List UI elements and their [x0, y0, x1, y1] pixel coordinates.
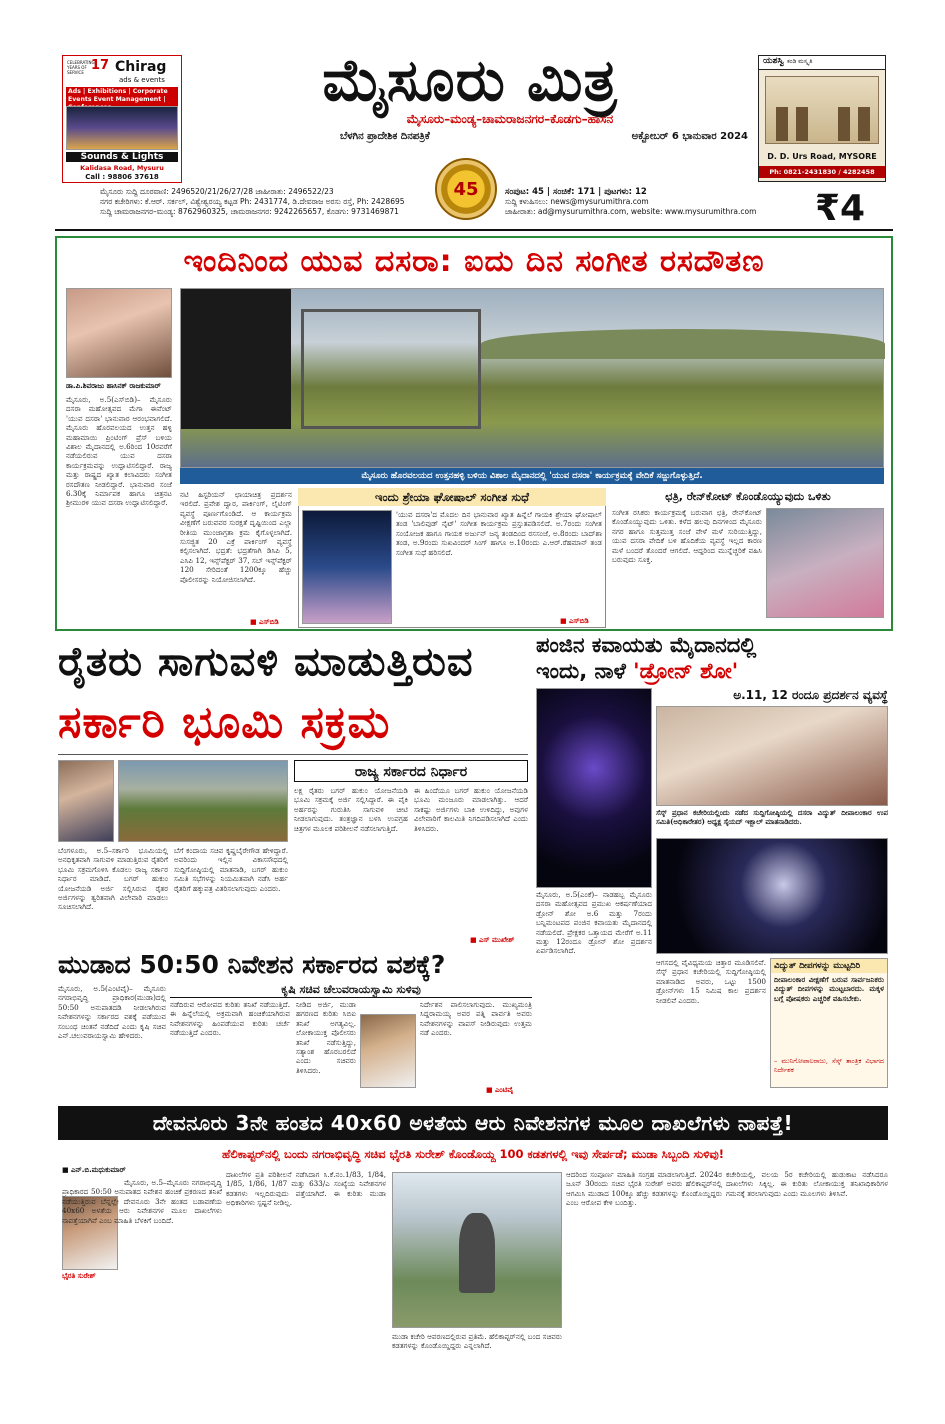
ad-brand: Chirag — [115, 59, 167, 75]
lead-text-mid: ನಟಿ ಹಿಸ್ಟರಿಯನ್ ಛಾಯಾಚಿತ್ರ ಪ್ರದರ್ಶನ ಇರಲಿದೆ. ಪ್ರವೇಶ ದ್ವಾರ, ಪಾರ್ಕಿಂಗ್, ಲೈಟಿಂಗ್ ವ್ಯವಸ್ಥೆ ಪೂರ್ಣಗೊಂಡಿದೆ. ಆ ಕಾರ್ಯಕ್ರಮ ವೀಕ್ಷಣೆಗೆ ಬರುವವರ ಸುರಕ್ಷತೆ ದೃಷ್ಟಿಯಿಂದ ಎಲ್ಲಾ ರೀತಿಯ ಮುಂಜಾಗ್ರತಾ ಕ್ರಮ ಕೈಗೊಳ್ಳಲಾಗಿದೆ. ಸುಸಜ್ಜಿತ 20 ಎಕ್ರೆ ಪಾರ್ಕಿಂಗ್ ವ್ಯವಸ್ಥೆ ಕಲ್ಪಿಸಲಾಗಿದೆ. ಭದ್ರತೆ: ಭದ್ರತೆಗಾಗಿ ಡಿಸಿಪಿ 5, ಎಸಿಪಿ 12, ಇನ್ಸ್‌ಪೆಕ್ಟರ್ 37, ಸಬ್ ಇನ್ಸ್‌ಪೆಕ್ಟರ್ 120 ಸೇರಿದಂತೆ 1200ಕ್ಕೂ ಹೆಚ್ಚು ಪೊಲೀಸರನ್ನು ನಿಯೋಜಿಸಲಾಗಿದೆ. — [180, 490, 292, 584]
ad-address: Kalidasa Road, Mysuru — [80, 164, 164, 172]
muda-text-1: ಮೈಸೂರು, ಅ.5(ಎಂಟಿವೈ)– ಮೈಸೂರು ನಗರಾಭಿವೃದ್ಧಿ ಪ್ರಾಧಿಕಾರ(ಮುಡಾ)ದಲ್ಲಿ 50:50 ಅನುಪಾತದಡಿ ನೀಡಲಾಗಿರುವ ನಿವೇಶನಗಳನ್ನು ಸರ್ಕಾರದ ವಶಕ್ಕೆ ಪಡೆಯುವ ಸಂಬಂಧ ಚಿಂತನೆ ನಡೆದಿದೆ ಎಂದು ಕೃಷಿ ಸಚಿವ ಎನ್.ಚಲುವರಾಯಸ್ವಾಮಿ ಹೇಳಿದರು. — [58, 984, 166, 1041]
devanur-author: ■ ಎನ್.ಬಿ.ಮಧುಕುಮಾರ್ — [62, 1166, 126, 1174]
muda-byline: ■ ಎಂಟಿವೈ — [486, 1086, 514, 1094]
building-pillar — [838, 107, 850, 141]
farmers-text-3: ಲಕ್ಷ ರೈತರು ಬಗರ್ ಹುಕುಂ ಯೋಜನೆಯಡಿ ಭೂಮಿ ಸಕ್ರಮಕ್ಕೆ ಅರ್ಜಿ ಸಲ್ಲಿಸಿದ್ದಾರೆ. ಈ ಪೈಕಿ ಅರ್ಹರನ್ನು ಗುರುತಿಸಿ ಸಾಗುವಳಿ ಚೀಟಿ ನೀಡಲಾಗುವುದು. ತಂತ್ರಜ್ಞಾನ ಬಳಸಿ ಉಪಗ್ರಹ ಚಿತ್ರಗಳ ಮೂಲಕ ಪರಿಶೀಲನೆ ನಡೆಸಲಾಗುತ್ತಿದೆ. — [294, 786, 408, 833]
led-screen — [181, 289, 291, 429]
ad-brand-sub: ads & events — [119, 76, 165, 84]
farmers-text-4: ಈ ಹಿಂದೆಯೂ ಬಗರ್ ಹುಕುಂ ಯೋಜನೆಯಡಿ ಭೂಮಿ ಮಂಜೂರು ಮಾಡಲಾಗಿತ್ತು. ಆದರೆ ಸಾಕಷ್ಟು ಅರ್ಜಿಗಳು ಬಾಕಿ ಉಳಿದಿದ್ದು, ಅವುಗಳ ವಿಲೇವಾರಿಗೆ ಕಾಲಮಿತಿ ನಿಗದಿಪಡಿಸಲಾಗಿದೆ ಎಂದು ತಿಳಿಸಿದರು. — [414, 786, 528, 833]
farmer-ox-photo — [118, 760, 288, 842]
devanur-banner[interactable]: ದೇವನೂರು 3ನೇ ಹಂತದ 40x60 ಅಳತೆಯ ಆರು ನಿವೇಶನಗಳ ಮೂಲ ದಾಖಲೆಗಳು ನಾಪತ್ತೆ! — [58, 1106, 888, 1140]
hills — [481, 329, 885, 359]
shreya-ghoshal-photo — [302, 510, 392, 624]
drone-text-1: ಮೈಸೂರು, ಅ.5(ಎಂಕೆ)– ನಾಡಹಬ್ಬ ಮೈಸೂರು ದಸರಾ ಮಹೋತ್ಸವದ ಪ್ರಮುಖ ಆಕರ್ಷಣೆಯಾದ ಡ್ರೋನ್ ಶೋ ಅ.6 ಮತ್ತು 7ರಂದು ಬನ್ನಿಮಂಟಪದ ಪಂಜಿನ ಕವಾಯತು ಮೈದಾನದಲ್ಲಿ ನಡೆಯಲಿದೆ. ಪ್ರೇಕ್ಷಕರ ಒತ್ತಾಯದ ಮೇರೆಗೆ ಅ.11 ಮತ್ತು 12ರಂದೂ ಡ್ರೋನ್ ಶೋ ಪ್ರದರ್ಶನ ಏರ್ಪಡಿಸಲಾಗಿದೆ. — [536, 890, 652, 956]
quote-attribution: – ಮುನಿಗೋಪಾಲರಾಜು, ಸೆಸ್ಕ್ ತಾಂತ್ರಿಕ ವಿಭಾಗದ ನಿರ್ದೇಶಕ — [774, 1057, 884, 1075]
muda-subhead[interactable]: ಕೃಷಿ ಸಚಿವ ಚೆಲುವರಾಯಸ್ವಾಮಿ ಸುಳಿವು — [170, 982, 532, 998]
stage-lights-photo — [66, 106, 178, 150]
ad-phone: Call : 98806 37618 — [85, 173, 159, 181]
ad-services: Ads | Exhibitions | Corporate Events Event Management | — [66, 87, 178, 113]
devanur-subhead[interactable]: ಹೆಲಿಕಾಪ್ಟರ್‌ನಲ್ಲಿ ಬಂದು ನಗರಾಭಿವೃದ್ಧಿ ಸಚಿವ ಭೈರತಿ ಸುರೇಶ್ ಕೊಂಡೊಯ್ದ 100 ಕಡತಗಳಲ್ಲಿ ಇವು ಸೇರ್ಪಡೆ; ಮುಡಾ ಸಿಬ್ಬಂದಿ ಸುಳಿವು! — [221, 1147, 725, 1161]
farmers-text-2: ಬೆಗೆ ಕಂದಾಯ ಸಚಿವ ಕೃಷ್ಣಬೈರೇಗೌಡ ಹೇಳಿದ್ದಾರೆ. ಅವರಿಂದು ಇಲ್ಲಿನ ವಿಕಾಸಸೌಧದಲ್ಲಿ ಸುದ್ದಿಗೋಷ್ಠಿಯಲ್ಲಿ ಮಾತನಾಡಿ, ಬಗರ್ ಹುಕುಂ ಸಮಿತಿ ಸಭೆಗಳನ್ನು ನಿಯಮಿತವಾಗಿ ನಡೆಸಿ ಅರ್ಹ ರೈತರಿಗೆ ಹಕ್ಕುಪತ್ರ ವಿತರಿಸಲಾಗುವುದು ಎಂದರು. — [174, 846, 288, 893]
portrait-photo — [66, 288, 172, 378]
lead-headline[interactable]: ಇಂದಿನಿಂದ ಯುವ ದಸರಾ: ಐದು ದಿನ ಸಂಗೀತ ರಸದೌತಣ — [183, 244, 765, 279]
muda-office-statue-photo — [392, 1172, 562, 1328]
rain-text: ಸಂಗೀತ ರಸಿಕರು ಕಾರ್ಯಕ್ರಮಕ್ಕೆ ಬರುವಾಗ ಛತ್ರಿ, ರೇನ್‌ಕೋಟ್ ಕೊಂಡೊಯ್ಯುವುದು ಒಳಿತು. ಕಳೆದ ಹಲವು ದಿನಗಳಿಂದ ಮೈಸೂರು ನಗರ ಹಾಗೂ ಸುತ್ತಮುತ್ತ ಸಂಜೆ ವೇಳೆ ಮಳೆ ಸುರಿಯುತ್ತಿದ್ದು, ಯುವ ದಸರಾ ವೇದಿಕೆ ಬಳಿ ಹೊದಿಕೆಯ ವ್ಯವಸ್ಥೆ ಇಲ್ಲದ ಕಾರಣ ಮಳೆ ಬಂದರೆ ತೊಂದರೆ ಆಗಲಿದೆ. ಆದ್ದರಿಂದ ಮುನ್ನೆಚ್ಚರಿಕೆ ವಹಿಸಿ ಬರುವುದು ಸೂಕ್ತ. — [612, 508, 762, 565]
drone-subhead[interactable]: ಅ.11, 12 ರಂದೂ ಪ್ರದರ್ಶನ ವ್ಯವಸ್ಥೆ — [733, 688, 888, 702]
news-email: ಸುದ್ದಿ ಕಳುಹಿಸಲು: news@mysurumithra.com — [505, 197, 649, 206]
farmers-byline: ■ ಎಸ್ ಮುಖೇಶ್ — [470, 936, 515, 944]
contact-line: ನಗರ ಕಚೇರಿಗಳು: ಕೆ.ಆರ್. ಸರ್ಕಲ್, ವಿಶ್ವೇಶ್ವರಯ್ಯ ಕಟ್ಟಡ Ph: 2431774, ಡಿ.ದೇವರಾಜ ಅರಸು ರಸ್ತೆ, Ph: 2428695 — [100, 197, 405, 206]
statue — [459, 1213, 495, 1293]
building-pillar — [796, 107, 808, 141]
drone-headline-1[interactable]: ಪಂಜಿನ ಕವಾಯತು ಮೈದಾನದಲ್ಲಿ — [536, 633, 757, 657]
portrait-caption: ಡಾ.ಪಿ.ಶಿವರಾಜು ಹಾಸಿನಕ್ ರಾಜಕುಮಾರ್ — [66, 382, 161, 390]
ad-right-sub: ಕಂಡಿ ಮಸ್ಕೃತಿ — [787, 58, 813, 65]
devanur-text-1: ಮೈಸೂರು, ಅ.5–ಮೈಸೂರು ನಗರಾಭಿವೃದ್ಧಿ ಪ್ರಾಧಿಕಾರದ 50:50 ಅನುಪಾತದ ನಿವೇಶನ ಹಂಚಿಕೆ ಪ್ರಕರಣದ ತನಿಖೆ ನಡೆಯುತ್ತಿರುವ ಬೆನ್ನಲ್ಲೇ ದೇವನೂರು 3ನೇ ಹಂತದ ಬಡಾವಣೆಯ 40x60 ಅಳತೆಯ ಆರು ನಿವೇಶನಗಳ ಮೂಲ ದಾಖಲೆಗಳು ನಾಪತ್ತೆಯಾಗಿವೆ ಎಂಬ ಮಾಹಿತಿ ಬೆಳಕಿಗೆ ಬಂದಿದೆ. — [62, 1178, 222, 1225]
farmers-divider — [58, 754, 528, 755]
farmers-headline-1[interactable]: ರೈತರು ಸಾಗುವಳಿ ಮಾಡುತ್ತಿರುವ — [58, 639, 474, 685]
devanur-text-2: ದಾಖಲೆಗಳ ಪ್ರತಿ ಪರಿಶೀಲನೆ ನಡೆಸಿದಾಗ ಸಿ.ಕೆ.ನಂ.1/83, 1/84, 1/85, 1/86, 1/87 ಮತ್ತು 633/ಎ ಸಂಖ್ಯೆಯ ನಿವೇಶನಗಳ ಕಡತಗಳು ಇಲ್ಲದಿರುವುದು ಪತ್ತೆಯಾಗಿದೆ. ಈ ಕುರಿತು ಮುಡಾ ಅಧಿಕಾರಿಗಳು ಸ್ಪಷ್ಟನೆ ನೀಡಿಲ್ಲ. — [226, 1170, 386, 1208]
yashasvi-advertisement[interactable] — [758, 55, 886, 182]
chaluvarayaswamy-portrait — [360, 1014, 416, 1088]
devanur-text-3: ಆದರಿಂದ ಸಂಪೂರ್ಣ ಮಾಹಿತಿ ಸಂಗ್ರಹ ಮಾಡಲಾಗುತ್ತಿದೆ. 2024ರ ಜೂನ್ 30ರಂದು ಸಚಿವ ಭೈರತಿ ಸುರೇಶ್ ಅವರು ಹೆಲಿಕಾಪ್ಟರ್‌ನಲ್ಲಿ ಆಗಮಿಸಿ ಮುಡಾದ 100ಕ್ಕೂ ಹೆಚ್ಚು ಕಡತಗಳನ್ನು ಕೊಂಡೊಯ್ದಿದ್ದರು ಎಂಬ ಆರೋಪ ಕೇಳಿ ಬಂದಿತ್ತು. — [566, 1170, 722, 1208]
masthead-divider — [55, 229, 893, 231]
building-pillar — [858, 107, 870, 141]
contact-line: ಮೈಸೂರು ಸುದ್ದಿ ದೂರವಾಣಿ: 2496520/21/26/27/28 ಜಾಹೀರಾತು: 2496522/23 — [100, 187, 334, 196]
press-meet-photo — [656, 706, 888, 806]
farmers-headline-2[interactable]: ಸರ್ಕಾರಿ ಭೂಮಿ ಸಕ್ರಮ — [58, 697, 391, 748]
farmers-text-1: ಬೆಂಗಳೂರು, ಅ.5–ಸರ್ಕಾರಿ ಭೂಮಿಯಲ್ಲಿ ಅನಧಿಕೃತವಾಗಿ ಸಾಗುವಳಿ ಮಾಡುತ್ತಿರುವ ರೈತರಿಗೆ ಭೂಮಿ ಸಕ್ರಮಗೊಳಿಸಿ ಕೊಡಲು ರಾಜ್ಯ ಸರ್ಕಾರ ನಿರ್ಧಾರ ಮಾಡಿದೆ. ಬಗರ್ ಹುಕುಂ ಯೋಜನೆಯಡಿ ಅರ್ಜಿ ಸಲ್ಲಿಸಿರುವ ರೈತರ ಅರ್ಜಿಗಳನ್ನು ತ್ವರಿತವಾಗಿ ವಿಲೇವಾರಿ ಮಾಡಲು ಸೂಚಿಸಲಾಗಿದೆ. — [58, 846, 168, 912]
drone-show-elephant-photo — [656, 838, 888, 954]
lead-byline: ■ ಎಸ್‌ಬಿಡಿ — [250, 618, 279, 626]
ad-right-brand: ಯಶಸ್ವಿ — [763, 56, 784, 66]
quote-box — [770, 958, 888, 1088]
lead-text-left: ಮೈಸೂರು, ಅ.5(ಎಸ್‌ಬಿಡಿ)– ಮೈಸೂರು ದಸರಾ ಮಹೋತ್ಸವದ ಮೆಗಾ ಈವೆಂಟ್ 'ಯುವ ದಸರಾ' ಭಾನುವಾರ ಆರಂಭವಾಗಲಿದೆ. ಮೈಸೂರು ಹೊರವಲಯದ ಉತ್ತನ ಹಳ್ಳಿ ಮಹಾಮಾಯಿ ಪ್ರಿಂಟಿಂಗ್ ಪ್ರೆಸ್ ಬಳಿಯ ವಿಶಾಲ ಮೈದಾನದಲ್ಲಿ ಅ.6ರಿಂದ 10ರವರೆಗೆ ನಡೆಯಲಿರುವ ಯುವ ದಸರಾ ಕಾರ್ಯಕ್ರಮವನ್ನು ಉದ್ಘಾಟಿಸಲಿದ್ದಾರೆ. ರಾಜ್ಯ ಮತ್ತು ರಾಷ್ಟ್ರದ ಖ್ಯಾತ ಕಲಾವಿದರು ಸಂಗೀತ ರಸದೌತಣ ನೀಡಲಿದ್ದಾರೆ. ಭಾನುವಾರ ಸಂಜೆ 6.30ಕ್ಕೆ ನಿರ್ಮಾಪಕ ಹಾಗೂ ಚಿತ್ರನಟ ಶ್ರೀಮುರಳಿ ಯುವ ದಸರಾ ಉದ್ಘಾಟಿಸಲಿದ್ದಾರೆ. — [66, 395, 172, 508]
devanur-portrait-caption: ಭೈರತಿ ಸುರೇಶ್ — [62, 1272, 96, 1280]
building-facade-illustration — [765, 76, 879, 144]
drone-text-2: ಆಗಸದಲ್ಲಿ ವೈವಿಧ್ಯಮಯ ಚಿತ್ತಾರ ಮೂಡಿಸಲಿವೆ. ಸೆಸ್ಕ್ ಪ್ರಧಾನ ಕಚೇರಿಯಲ್ಲಿ ಸುದ್ದಿಗೋಷ್ಠಿಯಲ್ಲಿ ಮಾತನಾಡಿದ ಅವರು, ಒಟ್ಟು 1500 ಡ್ರೋನ್‌ಗಳು 15 ನಿಮಿಷ ಕಾಲ ಪ್ರದರ್ಶನ ನೀಡಲಿವೆ ಎಂದರು. — [656, 958, 766, 1005]
newspaper-title: ಮೈಸೂರು ಮಿತ್ರ — [322, 46, 618, 114]
price: ₹4 — [815, 188, 866, 229]
newspaper-tagline: ಬೆಳಗಿನ ಪ್ರಾದೇಶಿಕ ದಿನಪತ್ರಿಕೆ — [340, 131, 430, 142]
issue-info — [505, 187, 805, 217]
shreya-byline: ■ ಎಸ್‌ಬಿಡಿ — [560, 617, 589, 625]
contact-line: ಸುದ್ದಿ ಚಾಮರಾಜನಗರ–ಮಂಡ್ಯ: 8762960325, ಚಾಮರಾಜನಗರ: 9242265657, ಕೊಡಗು: 9731469871 — [100, 207, 399, 216]
muda-headline[interactable]: ಮುಡಾದ 50:50 ನಿವೇಶನ ಸರ್ಕಾರದ ವಶಕ್ಕೆ? — [58, 950, 446, 979]
shreya-text: 'ಯುವ ದಸರಾ'ದ ಮೊದಲ ದಿನ ಭಾನುವಾರ ಖ್ಯಾತ ಹಿನ್ನೆಲೆ ಗಾಯಕಿ ಶ್ರೇಯಾ ಘೋಷಾಲ್ ತಂಡ 'ಬಾಲಿವುಡ್ ನೈಟ್' ಸಂಗೀತ ಕಾರ್ಯಕ್ರಮ ಪ್ರಸ್ತುತಪಡಿಸಲಿದೆ. ಅ.7ರಂದು ಸಂಗೀತ ಸಂಯೋಜಕ ಹಾಗೂ ಗಾಯಕ ಅರ್ಜುನ್ ಜನ್ಯ ತಂಡದಿಂದ ರಸಸಂಜೆ, ಅ.8ರಂದು ಬಾದ್‌ಶಾ ತಂಡ, ಅ.9ರಂದು ಸುಖವಿಂದರ್ ಸಿಂಗ್ ಹಾಗೂ ಅ.10ರಂದು ಎ.ಆರ್.ರೆಹಮಾನ್ ತಂಡ ಸಂಗೀತ ಸುಧೆ ಹರಿಸಲಿದೆ. — [396, 510, 602, 557]
yuva-dasara-stage-photo — [180, 288, 884, 468]
muda-text-3: ನೀಡಿದ ಅರ್ಜಿ, ಮುಡಾ ಹಗರಣದ ಕುರಿತು ಸಿಬಿಐ ತನಿಖೆ ಅಗತ್ಯವಿಲ್ಲ. ಲೋಕಾಯುಕ್ತ ಪೊಲೀಸರು ತನಿಖೆ ನಡೆಸುತ್ತಿದ್ದು, ಸತ್ಯಾಂಶ ಹೊರಬರಲಿದೆ ಎಂದು ಸಚಿವರು ತಿಳಿಸಿದರು. — [296, 1000, 356, 1075]
umbrella-photo — [766, 508, 884, 618]
ad-right-phone: Ph: 0821-2431830 / 4282458 — [759, 166, 885, 178]
shreya-headline[interactable]: ಇಂದು ಶ್ರೇಯಾ ಘೋಷಾಲ್ ಸಂಗೀತ ಸುಧೆ — [298, 488, 606, 506]
chirag-advertisement[interactable] — [62, 55, 182, 183]
stage-truss — [301, 309, 481, 429]
ad-right-address: D. D. Urs Road, MYSORE — [767, 152, 877, 161]
minister-portrait — [58, 760, 114, 842]
muda-office-photo-caption: ಮುಡಾ ಕಚೇರಿ ಆವರಣದಲ್ಲಿರುವ ಪ್ರತಿಮೆ. ಹೆಲಿಕಾಪ್ಟರ್‌ನಲ್ಲಿ ಬಂದ ಸಚಿವರು ಕಡತಗಳನ್ನು ಕೊಂಡೊಯ್ದಿದ್ದರು ಎನ್ನಲಾಗಿದೆ. — [392, 1332, 562, 1351]
drone-headline-2a: ಇಂದು, ನಾಳೆ — [536, 659, 634, 683]
newspaper-region-subtitle: ಮೈಸೂರು–ಮಂಡ್ಯ–ಚಾಮರಾಜನಗರ–ಕೊಡಗು–ಹಾಸನ — [406, 112, 614, 126]
ad-17-logo: 17 — [91, 58, 110, 73]
muda-text-4: ನಿರ್ದೇಶನ ಪಾಲಿಸಲಾಗುವುದು. ಮುಖ್ಯಮಂತ್ರಿ ಸಿದ್ದರಾಮಯ್ಯ ಅವರ ಪತ್ನಿ ಪಾರ್ವತಿ ಅವರು ನಿವೇಶನಗಳನ್ನು ವಾಪಸ್ ನೀಡಿರುವುದು ಉತ್ತಮ ನಡೆ ಎಂದರು. — [420, 1000, 532, 1038]
rain-headline[interactable]: ಛತ್ರಿ, ರೇನ್‌ಕೋಟ್ ಕೊಂಡೊಯ್ಯುವುದು ಒಳಿತು — [665, 490, 831, 503]
drone-headline-2b: 'ಡ್ರೋನ್ ಶೋ' — [633, 659, 739, 683]
volume-info: ಸಂಪುಟ: 45 | ಸಂಚಿಕೆ: 171 | ಪುಟಗಳು: 12 — [505, 187, 647, 197]
press-meet-caption: ಸೆಸ್ಕ್ ಪ್ರಧಾನ ಕಚೇರಿಯಲ್ಲಿಂದು ನಡೆದ ಸುದ್ದಿಗೋಷ್ಠಿಯಲ್ಲಿ ದಸರಾ ವಿದ್ಯುತ್ ದೀಪಾಲಂಕಾರ ಉಪ ಸಮಿತಿ(ಅಧಿಕಾರೇತರ) ಅಧ್ಯಕ್ಷ ಸೈಯದ್ ಇಕ್ಬಾಲ್ ಮಾತನಾಡಿದರು. — [656, 808, 888, 827]
issue-date: ಅಕ್ಟೋಬರ್ 6 ಭಾನುವಾರ 2024 — [631, 131, 748, 142]
ad-celebration-note: CELEBRATING YEARS OF SERVICE — [67, 60, 95, 75]
ad-tag: Sounds & Lights — [66, 152, 178, 162]
badge-number: 45 — [453, 179, 479, 200]
ads-email: ಜಾಹೀರಾತು: ad@mysurumithra.com, website: www.mysurumithra.com — [505, 207, 757, 216]
stage-photo-caption: ಮೈಸೂರು ಹೊರವಲಯದ ಉತ್ತನಹಳ್ಳಿ ಬಳಿಯ ವಿಶಾಲ ಮೈದಾನದಲ್ಲಿ 'ಯುವ ದಸರಾ' ಕಾರ್ಯಕ್ರಮಕ್ಕೆ ವೇದಿಕೆ ಸಜ್ಜುಗೊಳ್ಳುತ್ತಿದೆ. — [180, 468, 884, 484]
building-pillar — [776, 107, 788, 141]
anniversary-badge — [435, 158, 497, 220]
farmers-subhead[interactable]: ರಾಜ್ಯ ಸರ್ಕಾರದ ನಿರ್ಧಾರ — [294, 760, 528, 782]
muda-text-2: ನಡೆದಿರುವ ಆರೋಪದ ಕುರಿತು ತನಿಖೆ ನಡೆಯುತ್ತಿದೆ. ಈ ಹಿನ್ನೆಲೆಯಲ್ಲಿ ಅಕ್ರಮವಾಗಿ ಹಂಚಿಕೆಯಾಗಿರುವ ನಿವೇಶನಗಳನ್ನು ಹಿಂಪಡೆಯುವ ಕುರಿತು ಚರ್ಚೆ ನಡೆಯುತ್ತಿದೆ ಎಂದರು. — [170, 1000, 290, 1038]
quote-text: ದೀಪಾಲಂಕಾರ ವೀಕ್ಷಣೆಗೆ ಬರುವ ಸಾರ್ವಜನಿಕರು ವಿದ್ಯುತ್ ದೀಪಗಳನ್ನು ಮುಟ್ಟಬಾರದು. ಮಕ್ಕಳ ಬಗ್ಗೆ ಪೋಷಕರು ಎಚ್ಚರಿಕೆ ವಹಿಸಬೇಕು. — [774, 975, 884, 1003]
ad-right-brand-bar — [759, 56, 885, 70]
drone-show-arrow-photo — [536, 688, 652, 888]
office-contacts — [100, 187, 430, 217]
drone-headline-2[interactable] — [536, 658, 888, 684]
devanur-text-4: ಕಚೇರಿಯಲ್ಲಿ, ವಲಯ 5ರ ಕಚೇರಿಯಲ್ಲಿ ಹುಡುಕಾಟ ನಡೆಸಿದರೂ ದಾಖಲೆಗಳು ಸಿಕ್ಕಿಲ್ಲ. ಈ ಕುರಿತು ಲೋಕಾಯುಕ್ತ ತನಿಖಾಧಿಕಾರಿಗಳ ಗಮನಕ್ಕೆ ತರಲಾಗುವುದು ಎಂದು ಮೂಲಗಳು ತಿಳಿಸಿವೆ. — [726, 1170, 888, 1198]
quote-headline: ವಿದ್ಯುತ್ ದೀಪಗಳನ್ನು ಮುಟ್ಟದಿರಿ — [771, 959, 887, 973]
